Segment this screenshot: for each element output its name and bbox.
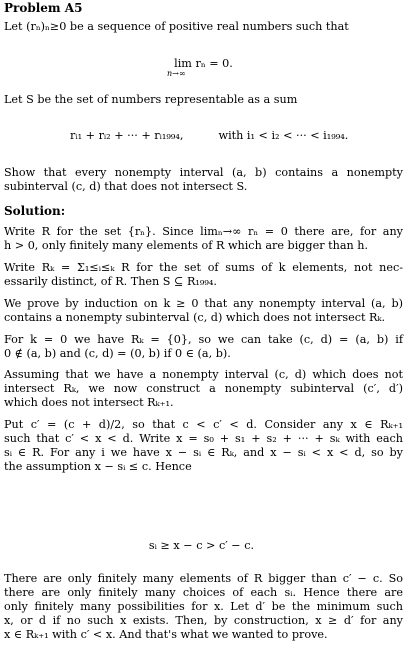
para7-line4: x, or d if no such x exists. Then, by construction, x ≥ d′ for any <box>4 614 403 627</box>
para7-line5: x ∈ Rₖ₊₁ with c′ < x. And that's what we wanted to prove. <box>4 628 328 641</box>
para6-line3: sᵢ ∈ R. For any i we have x − sᵢ ∈ Rₖ, and x − sᵢ < x < d, so by <box>4 446 403 459</box>
para4-line2: 0 ∉ (a, b) and (c, d) = (0, b) if 0 ∈ (a, b). <box>4 347 231 360</box>
statement-line-1: Let (rₙ)ₙ≥0 be a sequence of positive real numbers such that <box>4 20 349 33</box>
para6-line4: the assumption x − sᵢ ≤ c. Hence <box>4 460 192 473</box>
statement-line-4: subinterval (c, d) that does not intersect S. <box>4 180 248 193</box>
para5-line3: which does not intersect Rₖ₊₁. <box>4 396 174 409</box>
para7-line1: There are only finitely many elements of R bigger than c′ − c. So <box>4 572 403 585</box>
problem-title: Problem A5 <box>4 1 83 15</box>
para4-line1: For k = 0 we have Rₖ = {0}, so we can take (c, d) = (a, b) if <box>4 333 403 346</box>
sum-display <box>70 129 390 143</box>
para1-line2: h > 0, only finitely many elements of R which are bigger than h. <box>4 239 369 252</box>
limit-subscript: n→∞ <box>167 69 186 78</box>
para3-line2: contains a nonempty subinterval (c, d) which does not intersect Rₖ. <box>4 311 386 324</box>
para5-line2: intersect Rₖ, we now construct a nonempty subinterval (c′, d′) <box>4 382 403 395</box>
limit-body: rₙ = 0. <box>195 57 233 70</box>
para7-line2: there are only finitely many choices of each sᵢ. Hence there are <box>4 586 403 599</box>
sum-condition: with i₁ < i₂ < ··· < i₁₉₉₄. <box>218 129 349 142</box>
para5-line1: Assuming that we have a nonempty interval (c, d) which does not <box>4 368 403 381</box>
statement-line-3: Show that every nonempty interval (a, b) contains a nonempty <box>4 166 403 179</box>
para7-line3: only finitely many possibilities for x. Let d′ be the minimum such <box>4 600 403 613</box>
para6-line1: Put c′ = (c + d)/2, so that c < c′ < d. Consider any x ∈ Rₖ₊₁ <box>4 418 403 431</box>
para2-line1: Write Rₖ = Σ₁≤ᵢ≤ₖ R for the set of sums of k elements, not nec- <box>4 261 403 274</box>
para6-line2: such that c′ < x < d. Write x = s₀ + s₁ + s₂ + ··· + sₖ with each <box>4 432 403 445</box>
limit-operator: lim <box>174 57 192 70</box>
limit-display <box>0 57 407 71</box>
para2-line2: essarily distinct, of R. Then S ⊆ R₁₉₉₄. <box>4 275 217 288</box>
inequality-display: sᵢ ≥ x − c > c′ − c. <box>148 539 255 552</box>
para3-line1: We prove by induction on k ≥ 0 that any nonempty interval (a, b) <box>4 297 403 310</box>
sum-expression: rᵢ₁ + rᵢ₂ + ··· + rᵢ₁₉₉₄, <box>70 129 184 142</box>
statement-line-2: Let S be the set of numbers representable as a sum <box>4 93 298 106</box>
solution-heading: Solution: <box>4 204 66 218</box>
para1-line1: Write R for the set {rₙ}. Since limₙ→∞ rₙ = 0 there are, for any <box>4 225 403 238</box>
